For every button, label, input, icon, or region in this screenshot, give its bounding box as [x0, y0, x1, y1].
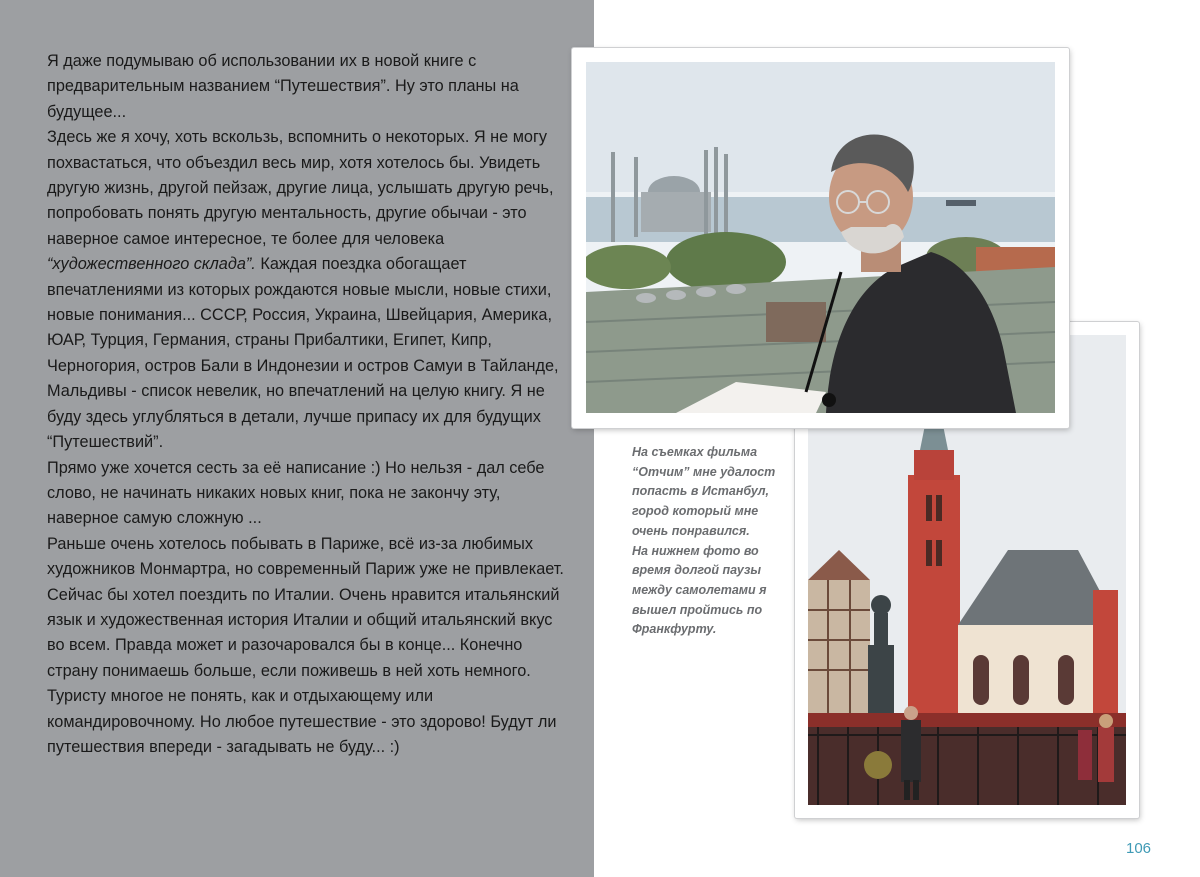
paragraph-2-italic: “художественного склада”. — [47, 255, 256, 274]
photo-caption — [632, 443, 792, 640]
paragraph-3: Прямо уже хочется сесть за её написание :) Но нельзя - дал себе слово, не начинать никаких новых книг, пока не закончу эту, наверное самую сложную ... — [47, 458, 545, 528]
paragraph-2 — [47, 125, 567, 455]
caption-paragraph-1: На съемках фильма “Отчим” мне удалост попасть в Истанбул, город который мне очень понравился. — [632, 445, 776, 538]
body-text — [47, 49, 567, 760]
caption-paragraph-2: На нижнем фото во время долгой паузы между самолетами я вышел пройтись по Франкфурту. — [632, 543, 767, 637]
left-text-panel — [0, 0, 594, 877]
photo-istanbul — [586, 62, 1055, 413]
paragraph-2-end: Каждая поездка обогащает впечатлениями из которых рождаются новые мысли, новые стихи, новые понимания... СССР, Россия, Украина, Швейцария, Америка, ЮАР, Турция, Германия, страны Прибалтики, Египет, Кипр, Черногория, остров Бали в Индонезии и остров Самуи в Тайланде, Мальдивы - список невелик, но впечатлений на целую книгу. Я не буду здесь углубляться в детали, лучше припасу их для будущих “Путешествий”. — [47, 255, 559, 452]
paragraph-1: Я даже подумываю об использовании их в новой книге с предварительным названием “Путешествия”. Ну это планы на будущее... — [47, 52, 519, 121]
paragraph-2-start: Здесь же я хочу, хоть вскользь, вспомнить о некоторых. Я не могу похвастаться, что объездил весь мир, хотя хотелось бы. Увидеть другую жизнь, другой пейзаж, другие лица, услышать другую речь, попробовать понять другую ментальность, другие обычаи - это наверное самое интересное, те более для человека — [47, 128, 554, 248]
paragraph-4: Раньше очень хотелось побывать в Париже, всё из-за любимых художников Монмартра, но современный Париж уже не привлекает. Сейчас бы хотел поездить по Италии. Очень нравится итальянский язык и художественная история Италии и общий итальянский вкус во всем. Правда может и разочаровался бы в конце... Конечно страну понимаешь больше, если поживешь в ней хоть немного. Туристу многое не понять, как и отдыхающему или командировочному. Но любое путешествие - это здорово! Будут ли путешествия впереди - загадывать не буду... :) — [47, 534, 564, 756]
photo-istanbul-frame — [572, 48, 1069, 428]
page-number: 106 — [1126, 840, 1152, 857]
